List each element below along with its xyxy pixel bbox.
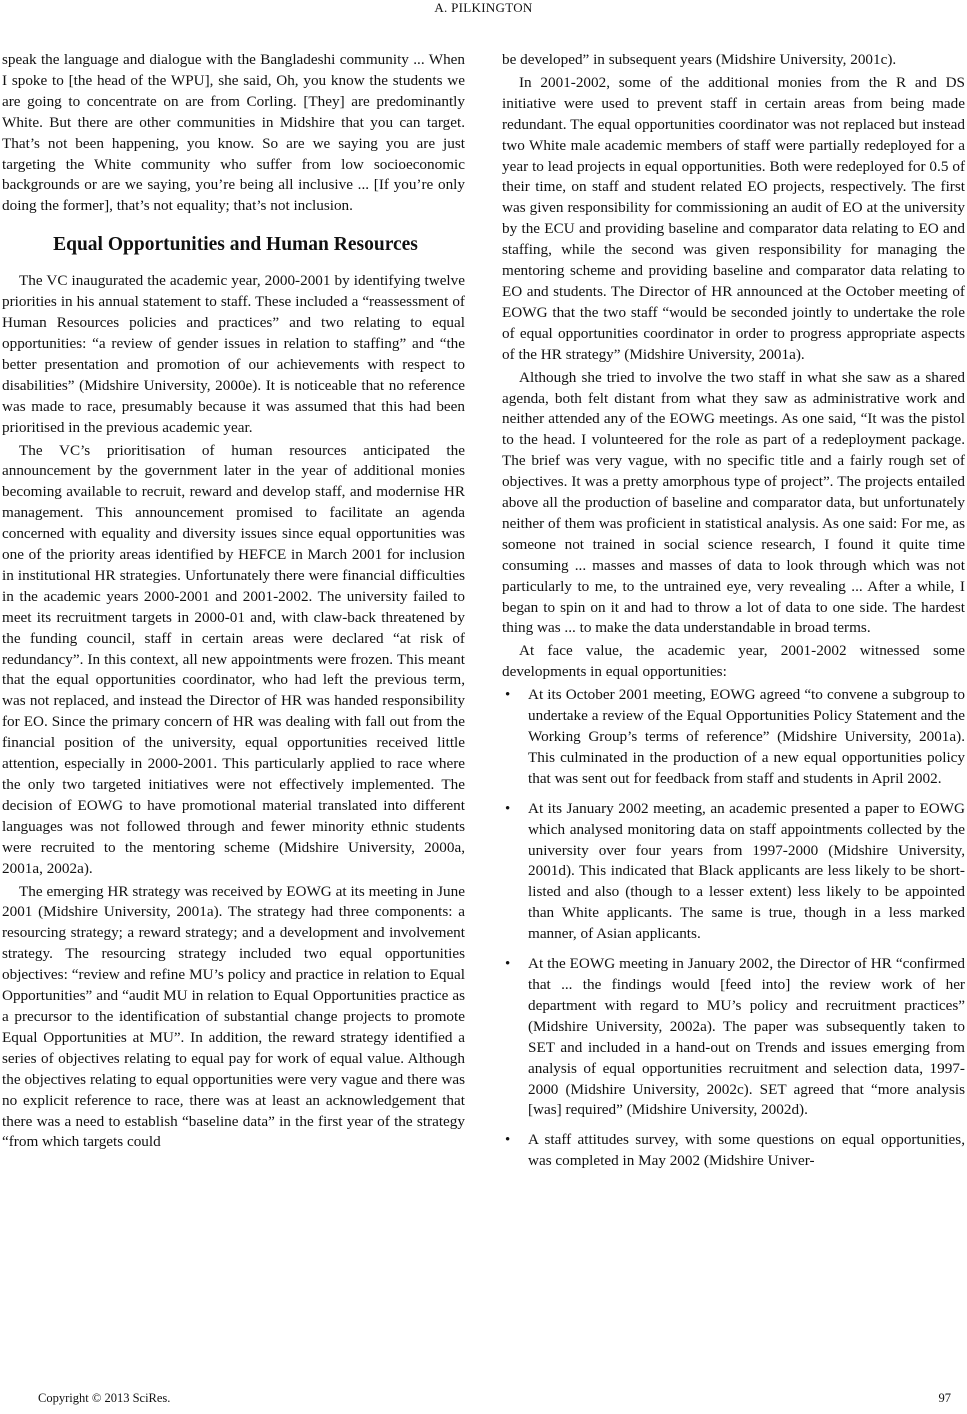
right-paragraph-4: At face value, the academic year, 2001-2002 witnessed some developments in equal opportunities: (502, 642, 965, 681)
right-column (502, 50, 965, 1181)
left-paragraph-1: speak the language and dialogue with the Bangladeshi community ... When I spoke to [the head of the WPU], she said, Oh, you know the students we are going to concentrate on are from Corling. [They] are predominantly White. But there are other communities in Midshire that you can target. That’s not been happening, you know. So are we saying you are just targeting the White community who suffer from low socioeconomic backgrounds or are we saying, you’re being all inclusive ... [If you’re only doing the former], that’s not equality; that’s not inclusion. (2, 51, 465, 215)
page-number: 97 (938, 1391, 951, 1405)
left-column (2, 50, 465, 1153)
left-paragraph-2: The VC inaugurated the academic year, 2000-2001 by identifying twelve priorities in his annual statement to staff. These included a “reassessment of Human Resources policies and practices” and two relating to equal opportunities: “a review of gender issues in relation to staffing” and “the better presentation and promotion of our achievements with respect to disabilities” (Midshire University, 2000e). It is noticeable that no reference was made to race, presumably because it was assumed that this had been prioritised in the previous academic year. (2, 272, 465, 436)
bullet-item: • At the EOWG meeting in January 2002, the Director of HR “confirmed that ... the findings would [feed into] the review work of her department with regard to MU’s policy and recruitment practices” (Midshire University, 2002a). The paper was subsequently taken to SET and included in a hand-out on Trends and issues emerging from analysis of equal opportunities recruitment and selection data, 1997-2000 (Midshire University, 2002c). SET agreed that “more analysis [was] required” (Midshire University, 2002d). (502, 954, 965, 1121)
bullet-list (502, 685, 965, 1172)
left-paragraph-3: The VC’s prioritisation of human resources anticipated the announcement by the government later in the year of additional monies becoming available to recruit, reward and develop staff, and modernise HR management. This announcement promised to facilitate an agenda concerned with equality and diversity issues since equal opportunities was one of the priority areas identified by HEFCE in March 2001 for inclusion in institutional HR strategies. Unfortunately there were financial difficulties in the academic years 2000-2001 and 2001-2002. The university failed to meet its recruitment targets in 2000-01 and, with claw-back threatened by the funding council, staff in certain areas were declared “at risk of redundancy”. In this context, all new appointments were frozen. This meant that the equal opportunities coordinator, who had left the previous term, was not replaced, and instead the Director of HR was handed responsibility for EO. Since the primary concern of HR was dealing with fall out from the financial position of the university, equal opportunities received little attention, especially in 2000-2001. This particularly applied to race where the only two targeted initiatives were not effectively implemented. The decision of EOWG to have promotional material translated into different languages was not followed through and fewer minority ethnic students were recruited to the mentoring scheme (Midshire University, 2000a, 2001a, 2002a). (2, 441, 465, 877)
left-paragraph-4: The emerging HR strategy was received by EOWG at its meeting in June 2001 (Midshire University, 2001a). The strategy had three components: a resourcing strategy; a reward strategy; and a development and involvement strategy. The resourcing strategy included two equal opportunities objectives: “review and refine MU’s policy and practice in relation to Equal Opportunities” and “audit MU in relation to Equal Opportunities practice as a precursor to the identification of substantial change projects to promote Equal Opportunities at MU”. In addition, the reward strategy identified a series of objectives relating to equal pay for work of equal value. Although the objectives relating to equal opportunities were very vague and there was no explicit reference to race, there was at least an acknowledgement that there was a need to establish “baseline data” in the first year of the strategy “from which targets could (2, 882, 465, 1151)
section-heading: Equal Opportunities and Human Resources (53, 234, 418, 256)
bullet-item: • At its January 2002 meeting, an academic presented a paper to EOWG which analysed monitoring data on staff appointments collected by the university over four years from 1997-2000 (Midshire University, 2001d). This indicated that Black applicants are less likely to be short-listed and also (though to a lesser extent) less likely to be appointed than White applicants. The same is true, though in a less marked manner, of Asian applicants. (502, 799, 965, 945)
running-head: A. PILKINGTON (434, 0, 533, 15)
right-paragraph-2: In 2001-2002, some of the additional monies from the R and DS initiative were used to prevent staff in certain areas from being made redundant. The equal opportunities coordinator was not replaced but instead two White male academic members of staff were partially redeployed for a year to lead projects in equal opportunities. Both were redeployed for 0.5 of their time, on staff and student related EO projects, respectively. The first was given responsibility for commissioning an audit of EO at the university by the ECU and providing baseline and comparator data relating to EO and staffing, while the second was given responsibility for managing the mentoring scheme and providing baseline and comparator data relating to EO and students. The Director of HR announced at the October meeting of EOWG that the two staff “would be seconded jointly to undertake the role of equal opportunities coordinator in order to progress appropriate aspects of the HR strategy” (Midshire University, 2001a). (502, 73, 965, 363)
bullet-item: • At its October 2001 meeting, EOWG agreed “to convene a subgroup to undertake a review of the Equal Opportunities Policy Statement and the Working Group’s terms of reference” (Midshire University, 2001a). This culminated in the production of a new equal opportunities policy that was sent out for feedback from staff and students in April 2002. (502, 685, 965, 790)
bullet-item: • A staff attitudes survey, with some questions on equal opportunities, was completed in May 2002 (Midshire Univer- (502, 1130, 965, 1172)
footer-copyright: Copyright © 2013 SciRes. (38, 1391, 171, 1405)
right-paragraph-1: be developed” in subsequent years (Midshire University, 2001c). (502, 51, 897, 68)
right-paragraph-3: Although she tried to involve the two staff in what she saw as a shared agenda, both felt distant from what they saw as administrative work and neither attended any of the EOWG meetings. As one said, “It was the pistol to the head. I volunteered for the role as part of a redeployment package. The brief was very vague, with no specific title and a fairly rough set of objectives. It was a pretty amorphous type of project”. The projects entailed above all the production of baseline and comparator data, but unfortunately neither of them was proficient in statistical analysis. As one said: For me, as someone not trained in social science research, I found it quite time consuming ... masses and masses of data to look through which was not particularly to me, to the untrained eye, very revealing ... After a while, I began to spin on it and had to throw a lot of data to one side. The hardest thing was ... to make the data understandable in broad terms. (502, 368, 965, 637)
